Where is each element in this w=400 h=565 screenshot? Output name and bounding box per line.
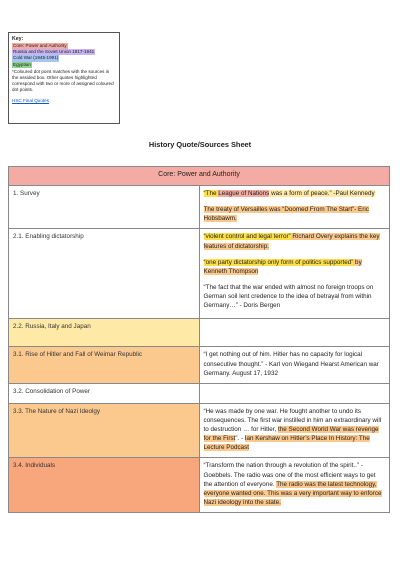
quote: [204, 232, 386, 250]
key-item-egyptian: Egyptian: [13, 61, 31, 67]
quotes-cell: [199, 229, 390, 319]
quote-segment: “I get nothing out of him. Hitler has no capacity for logical consecutive thought.” - Karl von Wiegand Hearst American war Germany. August 17, 1932: [203, 351, 379, 377]
topic-cell: 3.2. Consolidation of Power: [9, 383, 200, 403]
quote-segment: was a form of peace.” -Paul Kennedy: [269, 190, 375, 197]
topic-cell: 1. Survey: [9, 186, 200, 229]
quotes-cell: [199, 319, 390, 347]
table-row: [9, 229, 390, 319]
key-title: Key:: [12, 36, 24, 42]
topic-cell: 2.1. Enabling dictatorship: [9, 229, 200, 319]
quote-table: [8, 166, 390, 513]
quote-segment: the Second World War was revenge for the First: [203, 426, 379, 443]
key-item-core: Core: Power and Authority: [13, 43, 67, 49]
quotes-cell: [199, 403, 390, 458]
table-row: [9, 458, 390, 513]
topic-cell: 3.3. The Nature of Nazi Ideolgy: [9, 403, 200, 458]
quote-segment: by Kenneth Thompson: [203, 258, 362, 275]
table-row: [9, 383, 390, 403]
quote: [204, 258, 386, 276]
quotes-cell: [199, 347, 390, 383]
quote-segment: The radio was the latest technology, everyone wanted one. This was a very important way to enforce Nazi ideology into the state.: [203, 480, 382, 506]
hsc-final-quotes-link[interactable]: HSC Final Quotes: [12, 97, 50, 103]
quotes-cell: [199, 186, 390, 229]
quote-segment: “Transform the nation through a revolution of the spirit..” - Goebbels. The radio was one of the most efficient ways to get the attention of everyone.: [203, 462, 376, 488]
table-row: [9, 319, 390, 347]
quote-segment: ”. -: [235, 435, 245, 443]
quotes-cell: [199, 458, 390, 513]
color-key-box: [8, 32, 120, 124]
quote-segment: Ian Kershaw on Hitler’s Place In History: The Lecture Podcast: [203, 435, 370, 452]
quote: [204, 461, 386, 507]
quote-segment: The treaty of Versailles was “Doomed From The Start”- Eric Hobsbawm.: [203, 206, 369, 223]
table-row: [9, 347, 390, 383]
key-item: [12, 62, 116, 68]
quote-segment: League of Nations: [218, 190, 270, 197]
table-header: Core: Power and Authority: [9, 167, 390, 186]
key-item-cold-war: Cold War (1945-1991): [13, 55, 59, 61]
quote: [204, 350, 386, 377]
quote-segment: “The: [203, 190, 219, 197]
quote-segment: “The fact that the war ended with almost no foreign troops on German soil lent credence to the idea of betrayal from within Germany…” - Doris Bergen: [203, 283, 374, 310]
quote-segment: “He was made by one war. He fought another to undo its consequences. The first war instilled in him an extraordinary will to destruction … for Hitler,: [203, 407, 382, 433]
table-row: [9, 403, 390, 458]
quote-segment: “one party dictatorship only form of politics supported”: [203, 258, 354, 266]
topic-cell: 3.1. Rise of Hitler and Fall of Weimar Republic: [9, 347, 200, 383]
quote: [204, 189, 386, 198]
table-header-row: [9, 167, 390, 186]
key-item-russia: Russia and the Soviet Union 1917-1941: [13, 49, 95, 55]
topic-cell: 2.2. Russia, Italy and Japan: [9, 319, 200, 347]
quote: [204, 407, 386, 453]
key-note: *Coloured dot point matches with the sources in the assided box. Other quotes highlighted correspond with two or more of assigned coloured dot points.: [12, 68, 114, 93]
page-title: History Quote/Sources Sheet: [148, 140, 252, 149]
quotes-cell: [199, 383, 390, 403]
quote: [204, 205, 386, 223]
topic-cell: 3.4. Individuals: [9, 458, 200, 513]
table-row: [9, 186, 390, 229]
quote-segment: Richard Overy explains the key features of dictatorship.: [203, 233, 380, 250]
quote-segment: “violent control and legal terror”: [203, 233, 291, 241]
quote: [204, 283, 386, 310]
